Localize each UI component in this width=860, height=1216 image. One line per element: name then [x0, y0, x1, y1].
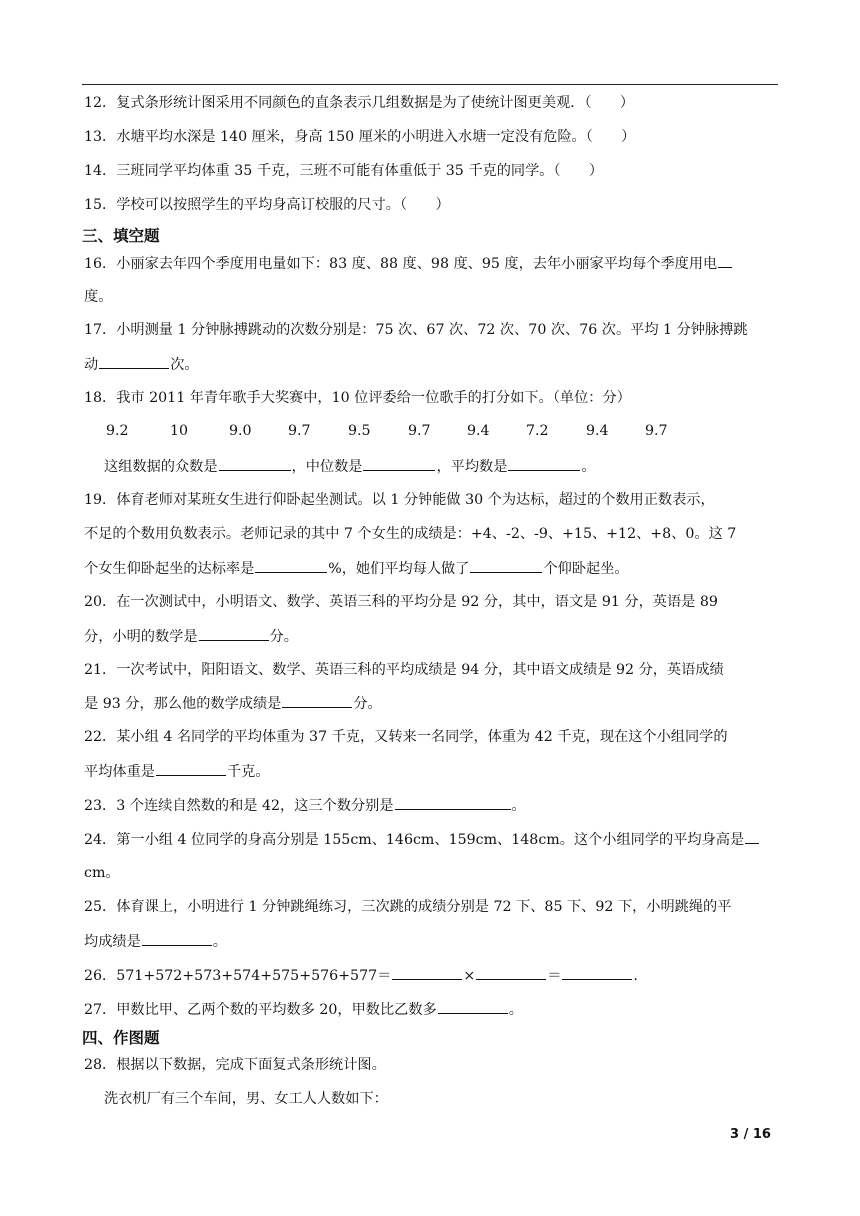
score-value: 9.7 — [288, 423, 311, 439]
question-25-line2 — [84, 931, 227, 952]
score-value: 9.4 — [467, 423, 490, 439]
answer-blank[interactable] — [718, 253, 732, 268]
question-15: 15．学校可以按照学生的平均身高订校服的尺寸。（ ） — [84, 197, 450, 213]
question-17-unit: 次。 — [170, 357, 199, 373]
question-24-line1 — [84, 829, 760, 850]
score-value: 9.4 — [586, 423, 609, 439]
score-value: 9.0 — [229, 423, 252, 439]
question-20-text: 分。 — [269, 629, 298, 645]
question-20-text: 分，小明的数学是 — [84, 629, 198, 645]
question-27-text: 27．甲数比甲、乙两个数的平均数多 20，甲数比乙数多 — [84, 1002, 437, 1018]
question-23 — [84, 795, 526, 816]
answer-blank[interactable] — [156, 761, 226, 776]
section-heading-fill-blank: 三、填空题 — [82, 227, 160, 245]
score-value: 9.5 — [348, 423, 371, 439]
question-16-line2: 度。 — [84, 289, 113, 305]
question-18-text: ，平均数是 — [436, 459, 508, 475]
answer-blank[interactable] — [392, 965, 462, 980]
score-value: 7.2 — [526, 423, 549, 439]
question-19-line1: 19．体育老师对某班女生进行仰卧起坐测试。以 1 分钟能做 30 个为达标，超过的个数用正数表示， — [84, 492, 715, 508]
question-22-line1: 22．某小组 4 名同学的平均体重为 37 千克，又转来一名同学，体重为 42 千克，现在这个小组同学的 — [84, 729, 728, 745]
answer-blank[interactable] — [199, 626, 269, 641]
question-18-text: ，中位数是 — [291, 459, 363, 475]
question-26 — [84, 965, 638, 986]
question-21-text: 分。 — [353, 696, 382, 712]
score-value: 9.7 — [408, 423, 431, 439]
question-18-line1: 18．我市 2011 年青年歌手大奖赛中，10 位评委给一位歌手的打分如下。（单位：分） — [84, 390, 631, 406]
question-17-line1: 17．小明测量 1 分钟脉搏跳动的次数分别是：75 次、67 次、72 次、70 次、76 次。平均 1 分钟脉搏跳 — [84, 322, 748, 338]
question-28-context: 洗衣机厂有三个车间，男、女工人人数如下： — [104, 1091, 388, 1107]
answer-blank[interactable] — [508, 456, 580, 471]
header-rule — [82, 84, 778, 85]
question-20-line2 — [84, 626, 298, 647]
question-23-text: 23．3 个连续自然数的和是 42，这三个数分别是 — [84, 798, 394, 814]
question-14: 14．三班同学平均体重 35 千克，三班不可能有体重低于 35 千克的同学。（ ） — [84, 163, 604, 179]
question-16-line1 — [84, 253, 733, 274]
question-26-text: . — [633, 968, 638, 984]
score-value: 9.7 — [645, 423, 668, 439]
question-27 — [84, 999, 523, 1020]
answer-blank[interactable] — [395, 795, 511, 810]
answer-blank[interactable] — [99, 354, 169, 369]
question-27-text: 。 — [508, 1002, 523, 1018]
question-19-text: 个女生仰卧起坐的达标率是 — [84, 561, 255, 577]
answer-blank[interactable] — [476, 965, 546, 980]
answer-blank[interactable] — [470, 558, 542, 573]
question-21-line2 — [84, 693, 382, 714]
question-13: 13．水塘平均水深是 140 厘米，身高 150 厘米的小明进入水塘一定没有危险。（ ） — [84, 129, 636, 145]
section-heading-drawing: 四、作图题 — [82, 1029, 160, 1047]
score-value: 10 — [170, 423, 189, 439]
question-19-line3 — [84, 558, 629, 579]
answer-blank[interactable] — [438, 999, 508, 1014]
answer-blank[interactable] — [562, 965, 632, 980]
question-17-line2 — [84, 354, 199, 375]
question-21-line1: 21．一次考试中，阳阳语文、数学、英语三科的平均成绩是 94 分，其中语文成绩是 92 分，英语成绩 — [84, 662, 724, 678]
question-22-text: 平均体重是 — [84, 764, 155, 780]
question-12: 12．复式条形统计图采用不同颜色的直条表示几组数据是为了使统计图更美观．（ ） — [84, 95, 635, 111]
question-19-line2: 不足的个数用负数表示。老师记录的其中 7 个女生的成绩是：+4、-2、-9、+15、+12、+8、0。这 7 — [84, 526, 737, 542]
question-22-text: 千克。 — [226, 764, 270, 780]
question-18-line3 — [104, 456, 596, 477]
answer-blank[interactable] — [363, 456, 435, 471]
question-18-text: 这组数据的众数是 — [104, 459, 218, 475]
question-26-text: 26．571+572+573+574+575+576+577＝ — [84, 968, 392, 984]
answer-blank[interactable] — [255, 558, 327, 573]
question-25-text: 均成绩是 — [84, 934, 141, 950]
question-25-line1: 25．体育课上，小明进行 1 分钟跳绳练习，三次跳的成绩分别是 72 下、85 下、92 下，小明跳绳的平 — [84, 899, 732, 915]
score-value: 9.2 — [106, 423, 129, 439]
question-20-line1: 20．在一次测试中，小明语文、数学、英语三科的平均分是 92 分，其中，语文是 91 分，英语是 89 — [84, 594, 718, 610]
question-23-text: 。 — [511, 798, 526, 814]
question-22-line2 — [84, 761, 270, 782]
question-19-text: 个仰卧起坐。 — [543, 561, 629, 577]
question-24-line2: cm。 — [84, 865, 120, 881]
question-17-text: 动 — [84, 357, 99, 373]
question-28: 28．根据以下数据，完成下面复式条形统计图。 — [84, 1057, 386, 1073]
answer-blank[interactable] — [282, 693, 352, 708]
question-26-text: × — [463, 968, 476, 984]
question-19-text: %，她们平均每人做了 — [328, 561, 470, 577]
question-26-text: ＝ — [547, 968, 562, 984]
answer-blank[interactable] — [142, 931, 212, 946]
question-21-text: 是 93 分，那么他的数学成绩是 — [84, 696, 282, 712]
question-24-text: 24．第一小组 4 位同学的身高分别是 155cm、146cm、159cm、148cm。这个小组同学的平均身高是 — [84, 832, 745, 848]
answer-blank[interactable] — [219, 456, 291, 471]
question-18-text: 。 — [581, 459, 596, 475]
answer-blank[interactable] — [745, 829, 759, 844]
question-16-text: 16．小丽家去年四个季度用电量如下：83 度、88 度、98 度、95 度，去年小丽家平均每个季度用电 — [84, 256, 718, 272]
page-number: 3 / 16 — [730, 1127, 771, 1142]
question-25-text: 。 — [212, 934, 227, 950]
